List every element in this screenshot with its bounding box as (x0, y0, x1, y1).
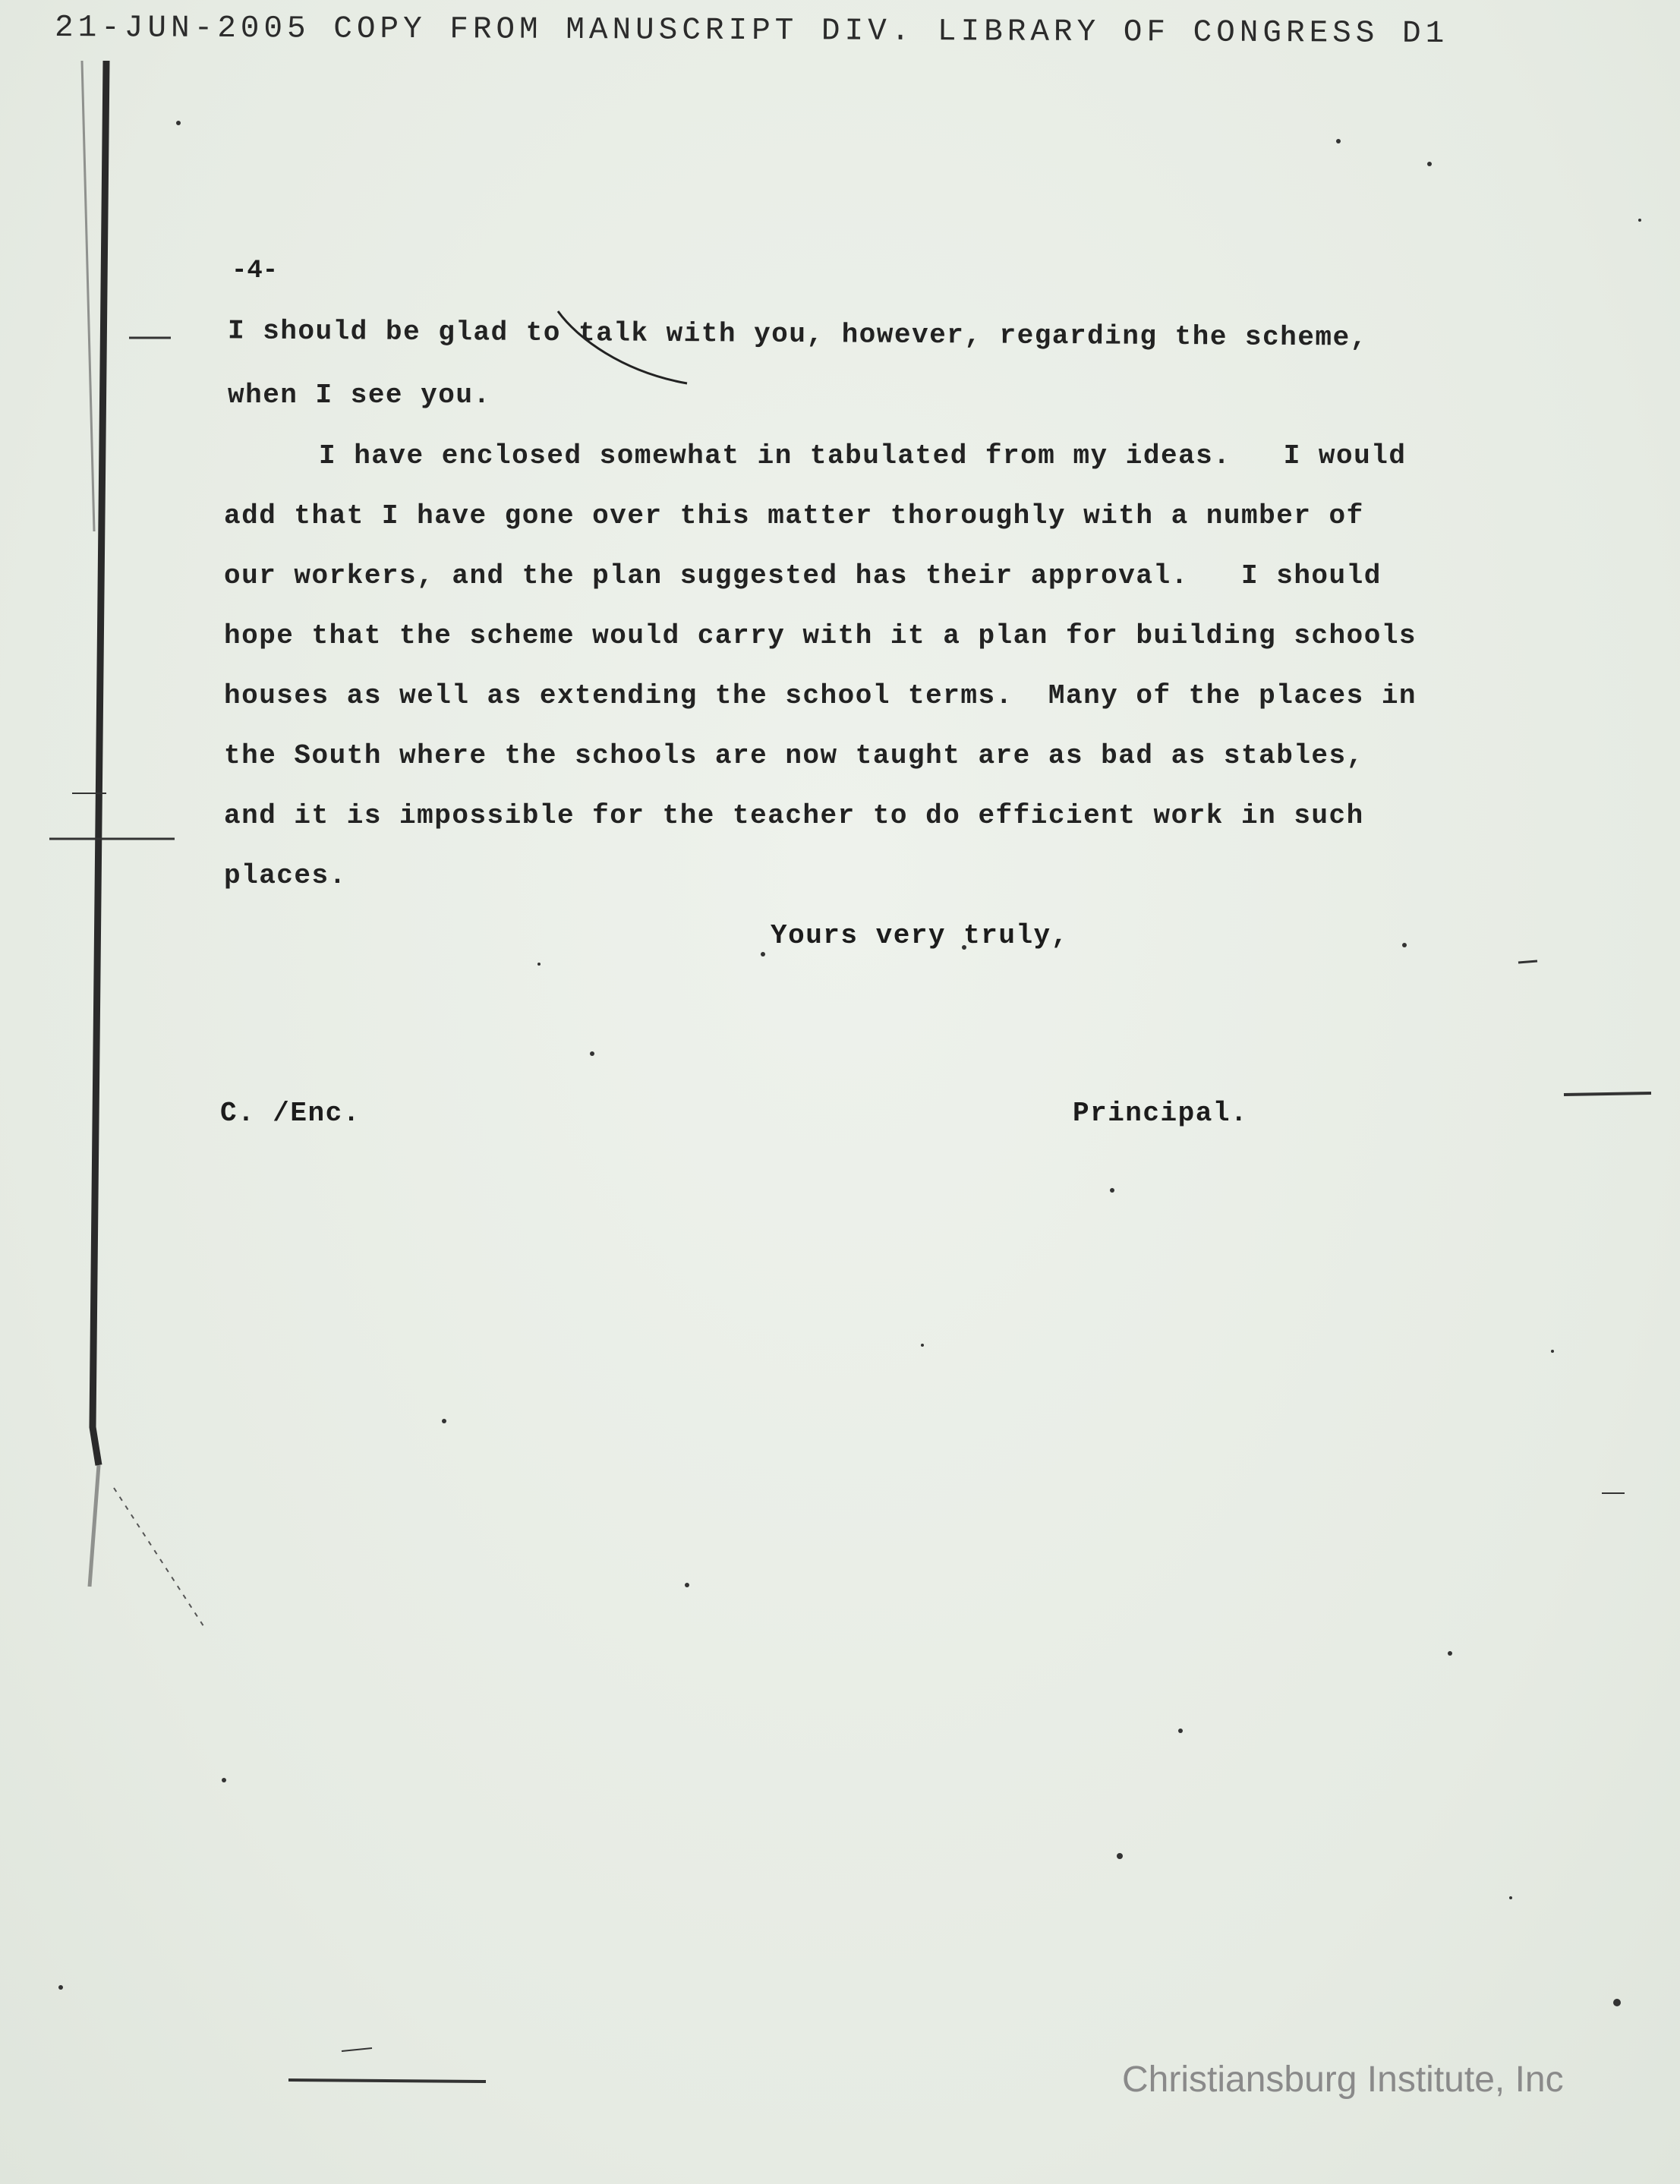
page-number: -4- (232, 257, 279, 285)
left-margin-fade (90, 1465, 99, 1587)
letter-line: I have enclosed somewhat in tabulated from my ideas. I would (319, 440, 1407, 471)
letter-line: when I see you. (228, 380, 491, 411)
letter-line: our workers, and the plan suggested has their approval. I should (224, 560, 1382, 591)
letter-line: and it is impossible for the teacher to do efficient work in such (224, 800, 1364, 831)
diagonal-stroke (114, 1488, 205, 1628)
letter-closing: Yours very truly, (771, 920, 1069, 951)
signature-title: Principal. (1073, 1098, 1249, 1129)
watermark-text: Christiansburg Institute, Inc (1122, 2060, 1564, 2100)
archive-stamp: 21-JUN-2005 COPY FROM MANUSCRIPT DIV. LIBRARY OF CONGRESS D1 (54, 10, 1449, 52)
letter-line: the South where the schools are now taught are as bad as stables, (224, 740, 1364, 771)
letter-line: places. (224, 860, 347, 891)
enclosure-note: C. /Enc. (220, 1098, 361, 1129)
left-margin-rule (93, 61, 106, 1465)
left-margin-rule-shadow (82, 61, 94, 531)
letter-line: houses as well as extending the school terms. Many of the places in (224, 680, 1417, 711)
letter-line: add that I have gone over this matter thoroughly with a number of (224, 500, 1364, 531)
letter-line: hope that the scheme would carry with it a plan for building schools (224, 620, 1417, 651)
letter-line: I should be glad to talk with you, however, regarding the scheme, (227, 315, 1368, 354)
